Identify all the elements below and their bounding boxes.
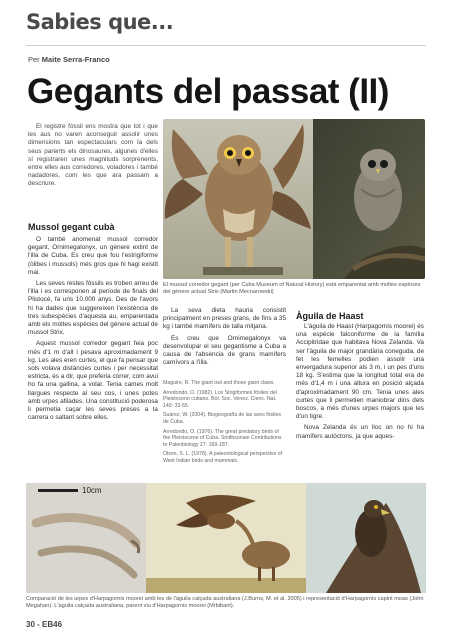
section2-heading: Àguila de Haast bbox=[296, 311, 364, 321]
intro-text: El registre fòssil ens mostra que tot i que les aus no varen aconseguir assolir unes dimensions tan espectaculars com la dels seus parents els dinosaures, algunes d'elles sí registraren unes magnituds sorprenents, entre elles aus corredores, voladores i també nadadores, com les que ara passam a descriure. bbox=[28, 123, 158, 188]
byline-prefix: Per bbox=[28, 55, 40, 64]
column2-body bbox=[163, 307, 286, 370]
byline-author: Maite Serra-Franco bbox=[41, 55, 110, 64]
bottom-illustration-caption: Comparació de les urpes d'Harpagornis moorei amb les de l'àguila calçada australiana (J.Burns, M. et al. 2005) i representació d'Harpagornis capint moas (John Megahan). L'àguila calçada australiana, parent viu d'Harpagornis moorei (Mrbibant). bbox=[26, 596, 424, 609]
reference-item: Suárez, W. (2004). Biogeografía de las aves fósiles de Cuba. bbox=[163, 412, 281, 425]
section1-paragraph: O també anomenat mussol corredor gegant, Ornimegalonyx, un gènere extint de l'illa de Cuba. Es creu que fou l'estrigiforme (òlibes i mussols) més gros que hi hagi existit mai. bbox=[28, 236, 158, 276]
bottom-illustration-strip bbox=[26, 483, 426, 593]
section1-heading: Mussol gegant cubà bbox=[28, 222, 115, 232]
reference-item: Olson, S. L. (1978). A paleontological perspective of West Indian birds and mammals. bbox=[163, 451, 283, 464]
reference-item: Arredondo, O. (1982). Los Strigiformes fósiles del Pleistoceno cubano. Bol. Soc. Venez. Cienc. Nat. 140: 33-55. bbox=[163, 389, 277, 409]
section2-paragraph: L'àguila de Haast (Harpagornis moorei) és una espècie falconiforme de la família Accipitridae que habitava Nova Zelanda. Va ser l'àguila de major grandària coneguda, de fet les femelles podien assolir una envergadura superior als 3 m, i un pes d'uns 18 kg. S'estima que la longitud total era de més d'1,4 m i una altura en posició alçada d'aproximadament 90 cm. Tenia unes ales curtes que li permetien maniobrar dins dels boscos, a més d'unes urpes majors que les d'un tigre. bbox=[296, 323, 424, 421]
scale-bar-label: 10cm bbox=[82, 486, 102, 495]
page-folio: 30 - EB46 bbox=[26, 620, 63, 629]
owl-photo-caption: El mussol corredor gegant (per Cuba Museum of Natural History) està emparentat amb moltes espècies del gènere actual Strix (Martin Mecnarowski) bbox=[163, 282, 421, 295]
section-header: Sabies que... bbox=[26, 10, 174, 34]
section2-paragraph: Nova Zelanda és un lloc on no hi ha mamífers autòctons, ja que aques- bbox=[296, 424, 424, 440]
reference-item: Arredondo, O. (1976). The great predatory birds of the Pleistocene of Cuba. Smithsonian Contributions to Paleobiology 27: 169-187. bbox=[163, 428, 282, 448]
section1-paragraph: Aquest mussol corredor gegant feia poc més d'1 m d'alt i pesava aproximadament 9 kg. Les ales eren curtes, el que fa pensar que sols volava distàncies curtes i per necessitat estricta, és a dir, que preferia córrer, com avui ho fa una gallina, a volar. Tenia cames molt llargues respecte al seu cos, i unes potes amb urpes afilades. Una constitució poderosa li permetia caçar les seves preses a la carrera o saltant sobre elles. bbox=[28, 340, 158, 422]
reference-item: Maguire, R. The giant owl and those giant claws. bbox=[163, 380, 275, 386]
owl-comparison-photo bbox=[163, 119, 425, 279]
byline bbox=[28, 55, 110, 64]
article-title: Gegants del passat (II) bbox=[27, 72, 389, 111]
section1-paragraph: Les seves restes fòssils es troben arreu de l'illa i es corresponen al període de finals del Plistocè, fa uns 10.000 anys. Des de l'avors hi ha dades que suggereixen l'existència de tres subespècies d'aquesta au, emparentada amb els mòltes espècies del gènere actual de mussol Strix. bbox=[28, 280, 158, 337]
section1-body bbox=[28, 236, 158, 425]
references-list bbox=[163, 380, 286, 468]
col2-paragraph: La seva dieta hauria consistit principalment en preses grans, de fins a 35 kg i també mamífers de talla mitjana. bbox=[163, 307, 286, 331]
col2-paragraph: Es creu que Ornimegalonyx va desenvolupar el seu gegantisme a Cuba a causa de l'absència de grans mamífers carnívors a l'illa. bbox=[163, 334, 286, 367]
header-divider bbox=[26, 45, 426, 46]
intro-paragraph bbox=[28, 123, 158, 192]
section2-body bbox=[296, 323, 424, 444]
